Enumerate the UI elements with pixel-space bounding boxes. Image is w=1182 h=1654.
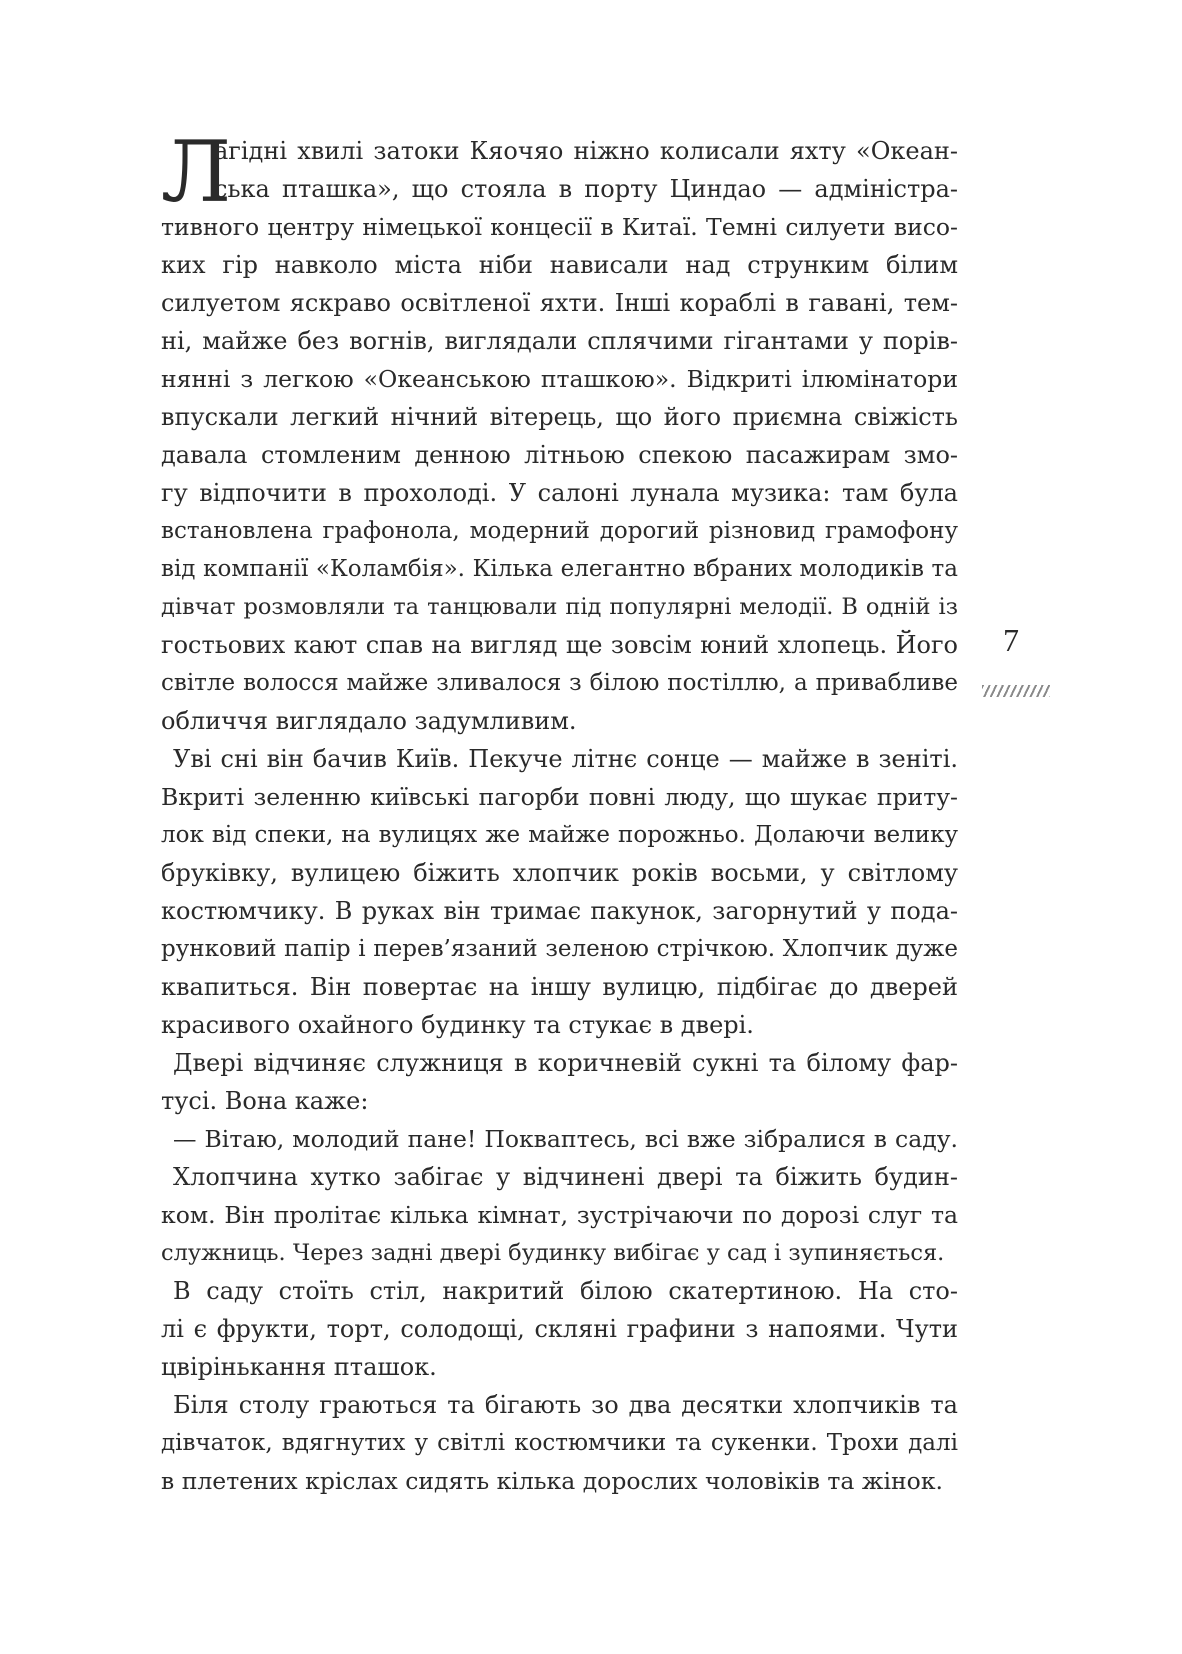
text-line: гостьових кают спав на вигляд ще зовсім юний хлопець. Його — [161, 631, 958, 659]
text-line: встановлена графонола, модерний дорогий різновид грамофону — [161, 518, 958, 544]
text-line: — Вітаю, молодий пане! Покваптесь, всі вже зібралися в саду. — [173, 1125, 958, 1153]
text-line: бруківку, вулицею біжить хлопчик років восьми, у світлому — [161, 859, 958, 887]
body-text — [161, 123, 958, 1500]
text-line: ком. Він пролітає кілька кімнат, зустрічаючи по дорозі слуг та — [161, 1201, 958, 1229]
text-line: давала стомленим денною літньою спекою пасажирам змо- — [161, 441, 958, 469]
text-line: від компанії «Коламбія». Кілька елегантно вбраних молодиків та — [161, 556, 958, 582]
text-line: світле волосся майже зливалося з білою постіллю, а привабливе — [161, 670, 958, 696]
text-line: агідні хвилі затоки Кяочяо ніжно колисали яхту «Океан- — [214, 137, 958, 165]
text-line: лі є фрукти, торт, солодощі, скляні графини з напоями. Чути — [161, 1315, 958, 1343]
text-line: дівчат розмовляли та танцювали під популярні мелодії. В одній із — [161, 594, 958, 620]
text-line: силуетом яскраво освітленої яхти. Інші кораблі в гавані, тем- — [161, 289, 958, 317]
text-line: ких гір навколо міста ніби нависали над струнким білим — [161, 251, 958, 279]
text-line: обличчя виглядало задумливим. — [161, 707, 577, 735]
drop-cap: Л — [161, 123, 232, 221]
text-line: тусі. Вона каже: — [161, 1087, 369, 1115]
text-line: тивного центру німецької концесії в Китаї. Темні силуети висо- — [161, 213, 958, 241]
text-line: гу відпочити в прохолоді. У салоні лунала музика: там була — [161, 479, 958, 507]
text-line: костюмчику. В руках він тримає пакунок, загорнутий у пода- — [161, 897, 958, 925]
text-line: Біля столу граються та бігають зо два десятки хлопчиків та — [173, 1391, 958, 1419]
page-number-ornament — [982, 685, 1050, 697]
text-line: впускали легкий нічний вітерець, що його приємна свіжість — [161, 403, 958, 431]
text-line: Двері відчиняє служниця в коричневій сукні та білому фар- — [173, 1049, 958, 1077]
text-line: в плетених кріслах сидять кілька дорослих чоловіків та жінок. — [161, 1467, 943, 1495]
page-number: 7 — [1003, 622, 1019, 658]
text-line: ні, майже без вогнів, виглядали сплячими гігантами у порів- — [161, 327, 958, 355]
text-line: В саду стоїть стіл, накритий білою скатертиною. На сто- — [173, 1277, 958, 1305]
text-line: рунковий папір і перев’язаний зеленою стрічкою. Хлопчик дуже — [161, 936, 958, 962]
text-line: Вкриті зеленню київські пагорби повні люду, що шукає приту- — [161, 783, 958, 811]
text-line: Хлопчина хутко забігає у відчинені двері та біжить будин- — [173, 1163, 958, 1191]
text-line: квапиться. Він повертає на іншу вулицю, підбігає до дверей — [161, 973, 958, 1001]
text-line: лок від спеки, на вулицях же майже порожньо. Долаючи велику — [161, 822, 958, 848]
text-line: ська пташка», що стояла в порту Циндао — адміністра- — [214, 175, 958, 203]
text-line: цвірінькання пташок. — [161, 1353, 437, 1381]
text-line: служниць. Через задні двері будинку вибігає у сад і зупиняється. — [161, 1240, 945, 1266]
text-line: нянні з легкою «Океанською пташкою». Відкриті ілюмінатори — [161, 365, 958, 393]
text-line: дівчаток, вдягнутих у світлі костюмчики та сукенки. Трохи далі — [161, 1430, 958, 1456]
text-line: Уві сні він бачив Київ. Пекуче літнє сонце — майже в зеніті. — [173, 745, 958, 773]
text-line: красивого охайного будинку та стукає в двері. — [161, 1011, 754, 1039]
